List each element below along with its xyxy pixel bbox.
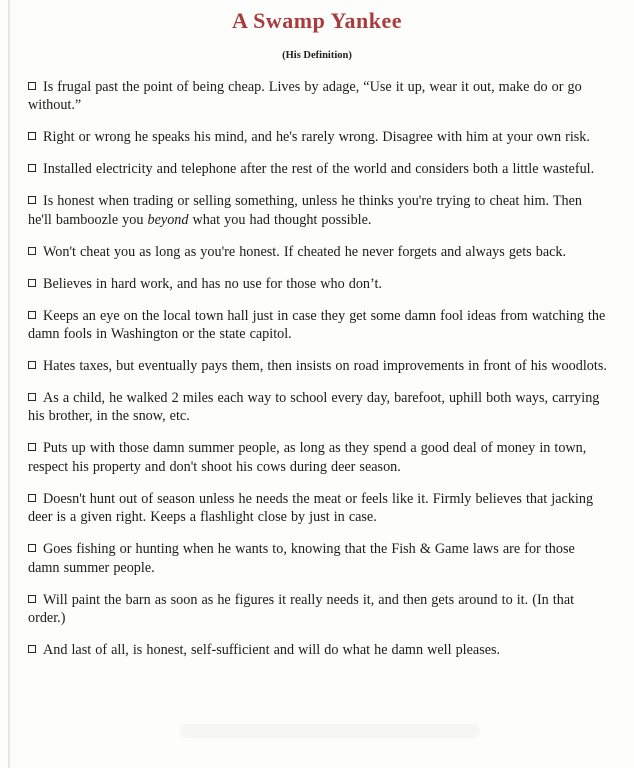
square-bullet-icon (28, 164, 36, 172)
list-item-text: Keeps an eye on the local town hall just in case they get some damn fool ideas from watching the damn fools in Washington or the state capitol. (28, 307, 606, 343)
square-bullet-icon (28, 361, 36, 369)
list-item-text: Believes in hard work, and has no use for those who don’t. (43, 275, 382, 292)
page-subtitle: (His Definition) (282, 50, 352, 61)
list-item (28, 275, 608, 293)
definition-list (28, 78, 608, 659)
square-bullet-icon (28, 443, 36, 451)
page-title: A Swamp Yankee (232, 8, 402, 33)
list-item-text: Won't cheat you as long as you're honest. If cheated he never forgets and always gets back. (43, 243, 567, 260)
scan-artifact-line (8, 0, 10, 768)
list-item (28, 78, 608, 115)
list-item-text: Right or wrong he speaks his mind, and he's rarely wrong. Disagree with him at your own risk. (43, 129, 590, 146)
square-bullet-icon (28, 196, 36, 204)
square-bullet-icon (28, 393, 36, 401)
list-item (28, 357, 608, 375)
list-item (28, 540, 608, 577)
scan-artifact-smudge (180, 724, 480, 738)
square-bullet-icon (28, 279, 36, 287)
list-item-text: Installed electricity and telephone after the rest of the world and considers both a little wasteful. (43, 161, 595, 178)
list-item-text: Hates taxes, but eventually pays them, then insists on road improvements in front of his woodlots. (43, 358, 607, 375)
list-item-text: Goes fishing or hunting when he wants to, knowing that the Fish & Game laws are for those damn summer people. (28, 541, 575, 576)
list-item-text: Will paint the barn as soon as he figures it really needs it, and then gets around to it. (In that order.) (28, 591, 575, 627)
list-item-text: beyond (147, 211, 189, 228)
list-item (28, 591, 608, 628)
list-item (28, 160, 608, 178)
list-item (28, 490, 608, 527)
list-item (28, 641, 608, 659)
square-bullet-icon (28, 132, 36, 140)
list-item (28, 243, 608, 261)
list-item-text: Doesn't hunt out of season unless he needs the meat or feels like it. Firmly believes that jacking deer is a given right. Keeps a flashlight close by just in case. (28, 490, 594, 526)
list-item (28, 192, 608, 229)
square-bullet-icon (28, 247, 36, 255)
list-item (28, 439, 608, 476)
square-bullet-icon (28, 311, 36, 319)
list-item-text: Puts up with those damn summer people, as long as they spend a good deal of money in town, respect his property and don't shoot his cows during deer season. (28, 440, 587, 475)
square-bullet-icon (28, 595, 36, 603)
list-item-text: Is frugal past the point of being cheap. Lives by adage, “Use it up, wear it out, make do or go without.” (28, 79, 582, 114)
square-bullet-icon (28, 645, 36, 653)
square-bullet-icon (28, 82, 36, 90)
square-bullet-icon (28, 544, 36, 552)
list-item-text: Is honest when trading or selling something, unless he thinks you're trying to cheat him. Then he'll bamboozle you (28, 193, 582, 228)
list-item (28, 307, 608, 344)
list-item (28, 128, 608, 146)
list-item (28, 389, 608, 426)
list-item-text: what you had thought possible. (188, 211, 372, 228)
list-item-text: As a child, he walked 2 miles each way to school every day, barefoot, uphill both ways, carrying his brother, in the snow, etc. (28, 389, 600, 425)
list-item-text: And last of all, is honest, self-sufficient and will do what he damn well pleases. (43, 642, 501, 659)
square-bullet-icon (28, 494, 36, 502)
